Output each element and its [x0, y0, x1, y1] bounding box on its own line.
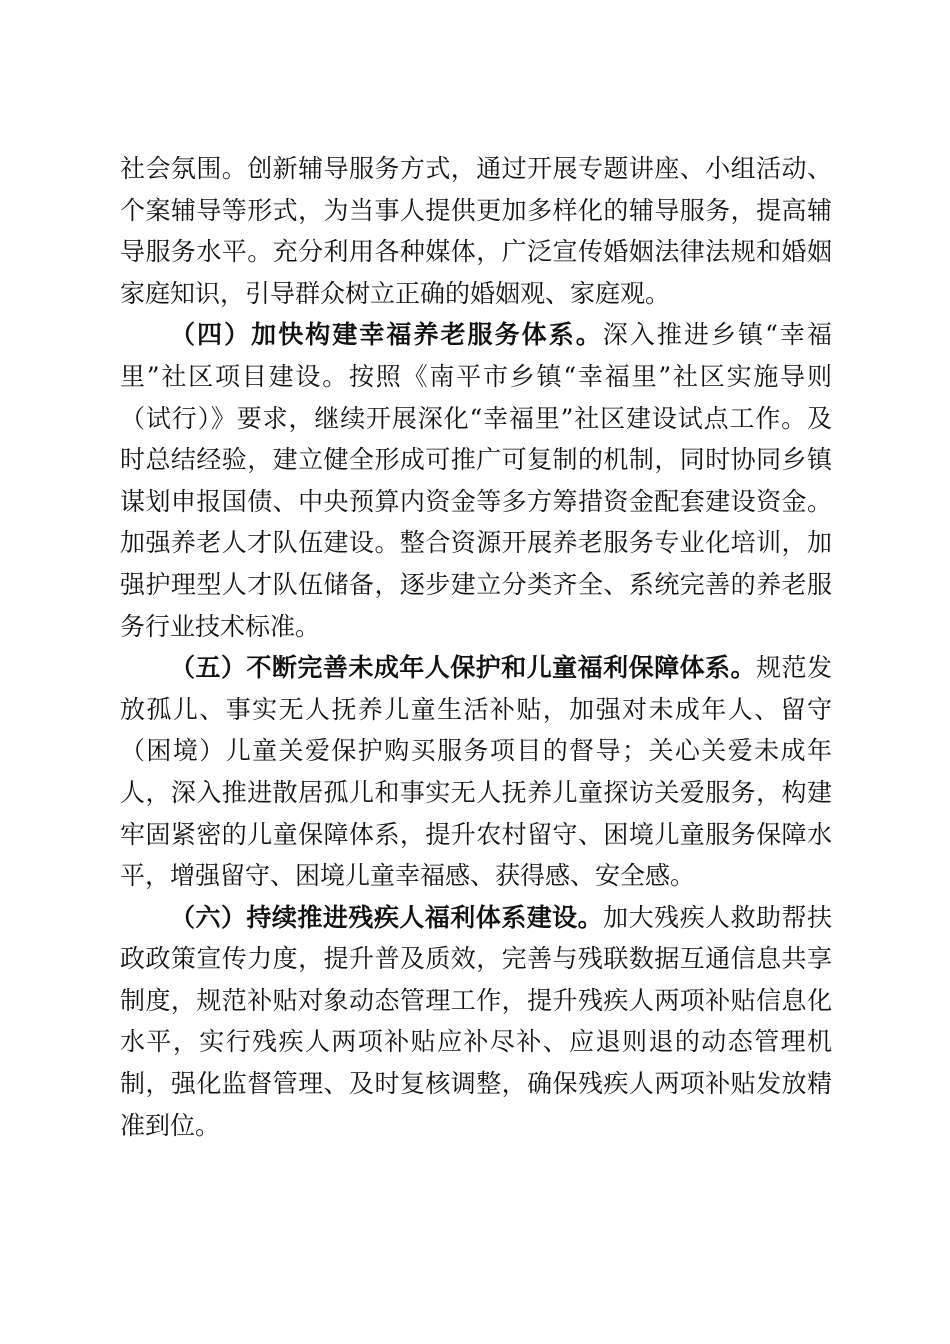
paragraph-text: 规范发放孤儿、事实无人抚养儿童生活补贴，加强对未成年人、留守（困境）儿童关爱保护购买服务项目的督导；关心关爱未成年人，深入推进散居孤儿和事实无人抚养儿童探访关爱服务，构建牢固紧密的儿童保障体系，提升农村留守、困境儿童服务保障水平，增强留守、困境儿童幸福感、获得感、安全感。 [120, 653, 832, 891]
paragraph-text: 加大残疾人救助帮扶政政策宣传力度，提升普及质效，完善与残联数据互通信息共享制度，规范补贴对象动态管理工作，提升残疾人两项补贴信息化水平，实行残疾人两项补贴应补尽补、应退则退的动态管理机制，强化监督管理、及时复核调整，确保残疾人两项补贴发放精准到位。 [120, 902, 832, 1140]
document-body [120, 148, 832, 1146]
paragraph-elderly-care [120, 314, 832, 647]
paragraph-continuation [120, 148, 832, 314]
paragraph-text: 社会氛围。创新辅导服务方式，通过开展专题讲座、小组活动、个案辅导等形式，为当事人提供更加多样化的辅导服务，提高辅导服务水平。充分利用各种媒体，广泛宣传婚姻法律法规和婚姻家庭知识，引导群众树立正确的婚姻观、家庭观。 [120, 154, 832, 308]
section-heading-5: （五）不断完善未成年人保护和儿童福利保障体系。 [170, 653, 757, 683]
section-heading-6: （六）持续推进残疾人福利体系建设。 [170, 902, 604, 932]
paragraph-child-welfare [120, 647, 832, 897]
paragraph-disability-welfare [120, 897, 832, 1147]
paragraph-text: 深入推进乡镇“幸福里”社区项目建设。按照《南平市乡镇“幸福里”社区实施导则（试行）》要求，继续开展深化“幸福里”社区建设试点工作。及时总结经验，建立健全形成可推广可复制的机制，同时协同乡镇谋划申报国债、中央预算内资金等多方筹措资金配套建设资金。加强养老人才队伍建设。整合资源开展养老服务专业化培训，加强护理型人才队伍储备，逐步建立分类齐全、系统完善的养老服务行业技术标准。 [120, 320, 832, 641]
section-heading-4: （四）加快构建幸福养老服务体系。 [170, 320, 603, 350]
